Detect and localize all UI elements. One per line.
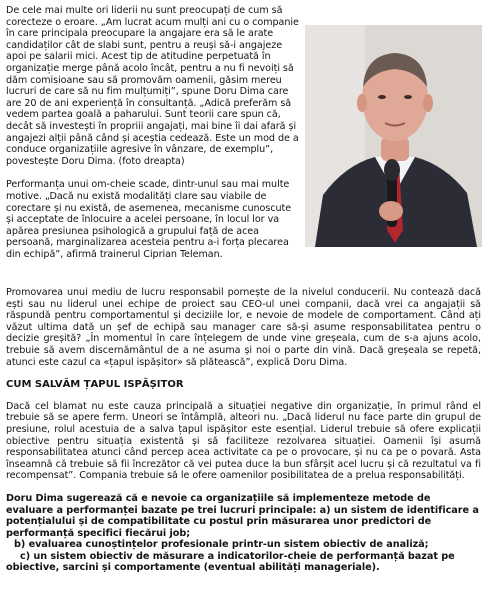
recommendation-line: evaluare a performanței bazate pe trei lucruri principale: a) un sistem de identificare a	[6, 504, 479, 516]
scapegoat-paragraph: Dacă cel blamat nu este cauza principală a situației negative din organizație, în primul rând el trebuie să se apere ferm. Uneori se întâmplă, alteori nu. „Dacă liderul nu face parte din grupul de presiune, rolul acestuia de a salva țapul ispășitor este esențial. Liderul trebuie să ofere explicații obiective pentru situația existentă și să faciliteze rezolvarea situației. Oamenii își asumă responsabilitatea atunci când percep acea activitate ca pe o provocare, și nu ca pe o povară. Asta înseamnă că trebuie să fii încrezător că vei putea duce la bun sfârșit acel lucru și că rezultatul va fi recompensat”. Compania trebuie să le ofere oamenilor posibilitatea de a prelua responsabilități.	[6, 400, 481, 482]
recommendation-line: obiective, sarcini și comportamente (eventual abilități manageriale).	[6, 562, 380, 574]
article-top-section	[6, 5, 481, 287]
teleman-paragraph: Performanța unui om-cheie scade, dintr-unul sau mai multe motive. „Dacă nu există modalități clare sau viabile de corectare și nu există, de asemenea, mecanisme cunoscute și acceptate de înlocuire a acelei persoane, în locul lor va apărea presiunea psihologică a grupului față de acea persoană, marginalizarea acesteia pentru a-i forța plecarea din echipă”, afirmă trainerul Ciprian Teleman.	[6, 179, 292, 260]
recommendation-line: Doru Dima sugerează că e nevoie ca organizațiile să implementeze metode de	[6, 492, 431, 504]
recommendation-line: potențialului și de compatibilitate cu postul prin măsurarea unor predictori de	[6, 516, 432, 528]
recommendations-block	[6, 493, 481, 574]
article-top-text	[6, 5, 300, 272]
leadership-paragraph: Promovarea unui mediu de lucru responsabil pornește de la nivelul conducerii. Nu contează dacă ești sau nu liderul unei echipe de proiect sau CEO-ul unei companii, dacă vrei ca angajații să răspundă pentru comportamentul și deciziile lor, e nevoie de modele de comportament. Când ați văzut ultima dată un șef de echipă sau manager care să-și asume responsabilitatea pentru o decizie greșită? „În momentul în care înțelegem de unde vine greșeala, cum de s-a ajuns acolo, trebuie să avem discernământul de a ne asuma și noi o parte din vină. Dacă greșeala se repetă, atunci este cazul ca «țapul ispășitor» să plătească”, explică Doru Dima.	[6, 287, 481, 368]
recommendation-item-c: c) un sistem obiectiv de măsurare a indicatorilor-cheie de performanță bazat pe	[20, 550, 455, 562]
portrait-photo	[305, 25, 482, 247]
section-heading: CUM SALVĂM ȚAPUL ISPĂȘITOR	[6, 379, 184, 391]
intro-paragraph: De cele mai multe ori liderii nu sunt preocupați de cum să corecteze o eroare. „Am lucrat acum mulți ani cu o companie în care principala preocupare la angajare era să le arate candidaților cât de slabi sunt, pentru a reuși să-i angajeze apoi pe salarii mici. Acest tip de atitudine perpetuată în organizație merge până acolo încât, pentru a nu fi nevoiți să dăm comisioane sau să promovăm oamenii, găsim mereu lucruri de care să nu fim mulțumiți”, spune Doru Dima care are 20 de ani experiență în consultanță. „Adică preferăm să vedem partea goală a paharului. Sunt teorii care spun că, decât să investești în propriii angajați, mai bine îi dai afară și angajezi alții până când și aceștia cedează. Este un mod de a conduce organizațiile agresive în vânzare, de exemplu”, povestește Doru Dima. (foto dreapta)	[6, 5, 299, 167]
recommendation-item-b: b) evaluarea cunoștințelor profesionale printr-un sistem obiectiv de analiză;	[14, 539, 429, 551]
recommendation-line: performanță specifici fiecărui job;	[6, 527, 191, 539]
portrait-illustration	[305, 25, 482, 247]
